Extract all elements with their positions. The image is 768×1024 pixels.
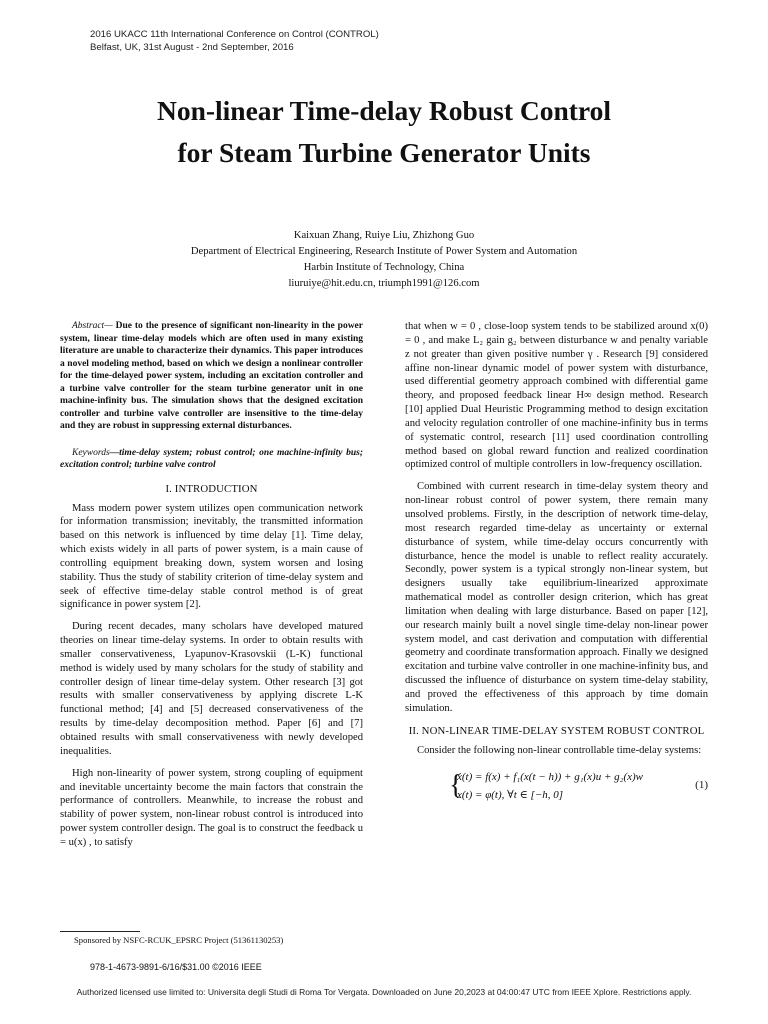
equation-1	[405, 771, 708, 811]
paragraph: High non-linearity of power system, strong coupling of equipment and inevitable uncertainty become the main factors that constrain the performance of controllers. Meanwhile, to increase the robust and stability of power system, non-linear robust control is introduced into power system controller design. The goal is to construct the feedback u = u(x) , to satisfy	[60, 767, 363, 848]
abstract-text: Due to the presence of significant non-linearity in the power system, linear time-delay models which are often used in many existing literature are unable to characterize their dynamics. This paper introduces a novel modeling method, based on which we design a nonlinear controller for the time-delayed power system, including an excitation controller and a turbine valve controller for the steam turbine generator unit in one machine-infinity bus. The simulation shows that the designed excitation controller and turbine valve controller are insensitive to the time-delay and they are robust in suppressing external disturbances.	[60, 321, 363, 431]
conference-name: 2016 UKACC 11th International Conference on Control (CONTROL)	[90, 29, 379, 40]
left-column	[60, 320, 363, 858]
equation-brace: {	[449, 770, 463, 802]
paragraph: that when w = 0 , close-loop system tends to be stabilized around x(0) = 0 , and make L₂ gain g₂ between disturbance w and penalty variable z not greater than given positive number γ . Research [9] considered affine non-linear dynamic model of power system with disturbance, used differential geometry approach combined with differential game theory, and proposed feedback linear H∞ design method. Research [10] applied Dual Heuristic Programming method to design excitation and velocity regulation controller of one machine-infinity bus in terms of systematic control, research [11] used coordination controlling method based on global reward function and realized coordination optimized control of multiple controllers in low-frequency oscillation.	[405, 321, 708, 471]
footnote-divider	[60, 931, 140, 932]
title-line-2: for Steam Turbine Generator Units	[177, 137, 591, 168]
equation-number: (1)	[695, 779, 708, 792]
section-heading-2: II. NON-LINEAR TIME-DELAY SYSTEM ROBUST CONTROL	[408, 724, 705, 737]
author-institution: Harbin Institute of Technology, China	[303, 262, 465, 273]
author-department: Department of Electrical Engineering, Research Institute of Power System and Automation	[190, 246, 578, 257]
author-emails: liuruiye@hit.edu.cn, triumph1991@126.com	[288, 278, 480, 289]
isbn-copyright: 978-1-4673-9891-6/16/$31.00 ©2016 IEEE	[90, 962, 262, 972]
license-notice: Authorized licensed use limited to: Universita degli Studi di Roma Tor Vergata. Downloaded on June 20,2023 at 04:00:47 UTC from IEEE Xplore. Restrictions apply.	[76, 987, 692, 997]
right-column	[405, 320, 708, 811]
author-names: Kaixuan Zhang, Ruiye Liu, Zhizhong Guo	[293, 230, 475, 241]
paragraph: Consider the following non-linear controllable time-delay systems:	[417, 744, 702, 756]
abstract-lead: Abstract—	[72, 321, 113, 331]
keywords-text: —time-delay system; robust control; one machine-infinity bus; excitation control; turbine valve control	[60, 447, 363, 470]
author-block	[0, 228, 768, 292]
equation-line-1: ẋ(t) = f(x) + f₁(x(t − h)) + g₁(x)u + g₂(x)w	[457, 771, 644, 784]
paragraph: Mass modern power system utilizes open communication network for information transmission; inevitably, the transmitted information based on this network is influenced by time delay [1]. Time delay, which exists widely in all parts of power system, is a main cause of controlling equipment breaking down, system worsen and losing stability. Thus the study of stability criterion of time-delay system and seek of effective time-delay stable control method is of great significance in power system [2].	[60, 502, 363, 611]
keywords	[60, 447, 363, 472]
conference-header	[90, 29, 379, 54]
paragraph: During recent decades, many scholars have developed matured theories on linear time-delay systems. In order to obtain results with smaller conservativeness, Lyapunov-Krasovskii (L-K) functional method is widely used by many scholars for the study of stability and controller design of linear time-delay system. Other research [3] got results with smaller conservativeness by applying discrete L-K functional method; [4] and [5] decreased conservativeness of the results by time-delay decomposition method. Paper [6] and [7] obtained results with small conservativeness with newly developed inequalities.	[60, 621, 363, 757]
keywords-lead: Keywords	[72, 447, 110, 458]
paper-title	[0, 90, 768, 174]
footnote: Sponsored by NSFC-RCUK_EPSRC Project (51361130253)	[74, 935, 284, 945]
conference-location-date: Belfast, UK, 31st August - 2nd September, 2016	[90, 41, 294, 53]
equation-line-2: x(t) = φ(t), ∀t ∈ [−h, 0]	[457, 789, 563, 802]
title-line-1: Non-linear Time-delay Robust Control	[156, 95, 612, 126]
paragraph: Combined with current research in time-delay system theory and non-linear robust control of power system, there remain many unsolved problems. Firstly, in the description of network time-delay, most research regarded time-delay as uncertainty or external disturbance of system, while time-delay occurs concurrently with disturbance, hence the model is unable to reflect reality accurately. Secondly, power system is a typical strongly non-linear system, but designers usually take equilibrium-linearized approximate mathematical model as controller design criterion, which has great limitation when dealing with large disturbance. Based on paper [12], our research mainly built a novel single time-delay non-linear power system model, and cast derivation and computation with differential geometry and coordinate transformation approach. Finally we designed excitation and turbine valve controller in one machine-infinity bus, and discussed the influence of disturbance on system time-delay stability, and proved the effectiveness of this approach by time domain simulation.	[405, 481, 708, 714]
abstract	[60, 320, 363, 433]
section-heading-introduction: I. INTRODUCTION	[165, 482, 258, 495]
